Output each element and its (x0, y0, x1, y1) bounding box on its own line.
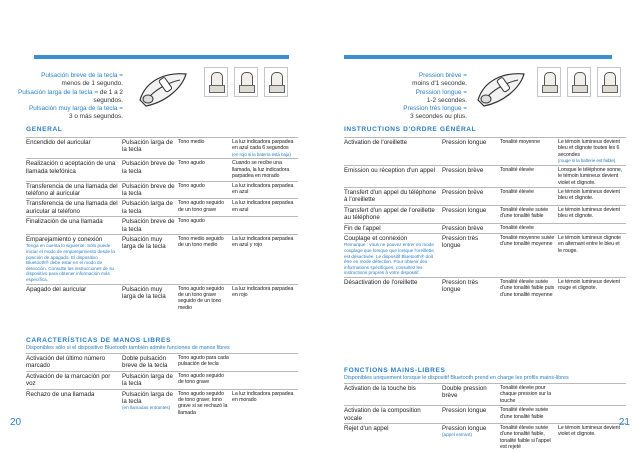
key-press-legend (10, 72, 123, 122)
cell-note: (en rojo si la batería está baja) (232, 151, 291, 157)
cell-text: Le témoin lumineux devient bleu et clignote. (558, 206, 620, 220)
table-cell (232, 284, 298, 312)
table-cell (232, 354, 298, 372)
table-cell (344, 205, 442, 223)
cell-text: Pulsación breve de la tecla (122, 160, 175, 175)
table-cell (500, 424, 558, 452)
cell-text: Tono medio seguido de un tono medio (178, 236, 224, 249)
cell-text: Rejet d'un appel (344, 425, 389, 433)
table-cell (344, 424, 442, 452)
cell-text: Realización o aceptación de una llamada telefónica (26, 160, 116, 175)
cell-text: La luz indicadora parpadea en morado (232, 390, 294, 404)
table-cell (178, 138, 232, 159)
table-cell (26, 199, 122, 217)
cell-text: Tono agudo (178, 160, 205, 167)
section-title-handsfree: FONCTIONS MAINS-LIBRES (344, 367, 446, 374)
cell-text: Pulsación larga de la tecla (122, 390, 173, 406)
table-cell (442, 165, 500, 187)
table-row (26, 354, 298, 372)
handsfree-table (26, 353, 298, 417)
cell-text: Tono agudo (178, 218, 205, 225)
table-row (26, 217, 298, 235)
cell-text: Activación de la marcación por voz (26, 372, 111, 388)
table-cell (442, 138, 500, 166)
table-cell (344, 278, 442, 300)
table-row (26, 199, 298, 217)
cell-text: Pression très longue (442, 235, 479, 250)
cell-text: Transferencia de una llamada del teléfono al auricular (26, 182, 118, 198)
key-press-legend (329, 72, 467, 122)
table-cell (500, 384, 558, 406)
table-cell (500, 278, 558, 300)
table-cell (232, 138, 298, 159)
cell-text: Tonalité élevée suivie d'une tonalité faible, tonalité faible si l'appel est rejeté (500, 425, 551, 451)
table-cell (122, 389, 178, 417)
tip-row: 3 o más segundos. (69, 113, 123, 121)
cell-text: Activation de la composition vocale (344, 407, 421, 422)
table-row (26, 159, 298, 181)
table-row (26, 371, 298, 389)
table-cell (442, 406, 500, 424)
table-row (344, 223, 626, 233)
cell-text: Tono agudo seguido de un tono grave (178, 200, 224, 213)
cell-text: Emparejamiento y conexión (26, 236, 103, 244)
cell-text: Transfert d'un appel de l'oreillette au téléphone (344, 206, 435, 222)
cell-text: Le témoin lumineux clignote en alternant entre le bleu et le rouge. (558, 235, 621, 254)
cell-text: Pulsación larga de la tecla (122, 372, 173, 388)
table-row (26, 284, 298, 312)
press-short-image (204, 67, 228, 97)
cell-text: Rechazo de una llamada (26, 390, 95, 398)
cell-text: Pression longue (442, 139, 487, 146)
cell-text: Pression brève (442, 224, 484, 232)
press-very-long-image (264, 67, 288, 97)
table-cell (122, 138, 178, 159)
table-row (344, 188, 626, 206)
table-cell (232, 371, 298, 389)
cell-text: Lorsque le téléphone sonne, le témoin lumineux devient violet et clignote. (558, 166, 623, 186)
page-left (0, 0, 319, 439)
table-row (26, 138, 298, 159)
table-row (26, 235, 298, 285)
cell-text: Tono medio (178, 139, 205, 145)
cell-text: Tonalité élevée (500, 224, 534, 231)
table-cell (178, 371, 232, 389)
tip-row: moins d'1 seconde. (412, 80, 467, 88)
cell-text: Tonalité élevée suivie d'une tonalité faible (500, 407, 549, 420)
table-cell (122, 371, 178, 389)
table-cell (26, 138, 122, 159)
cell-text: Pression longue (442, 425, 487, 433)
table-cell (500, 205, 558, 223)
cell-text: Pulsación breve de la tecla (122, 218, 175, 233)
cell-note: Remarque : vous ne pouvez entrer en mode couplage que lorsque que lorsque l'oreillette est désactivée. Le dispositif Bluetooth® doit être en mode détection. Pour obtenir des informations spécifiques, consultez les instructions propres à votre dispositif. (344, 242, 434, 276)
cell-text: La luz indicadora parpadea en azul (232, 200, 294, 213)
table-cell (558, 205, 626, 223)
cell-text: Pulsación muy larga de la tecla (122, 236, 166, 251)
tip-row: 3 secondes ou plus. (410, 113, 467, 121)
table-cell (442, 205, 500, 223)
table-cell (26, 235, 122, 285)
table-cell (122, 199, 178, 217)
page-number: 20 (10, 417, 22, 428)
cell-note: (rouge si la batterie est faible). (558, 158, 617, 164)
table-cell (122, 284, 178, 312)
section-subtitle-handsfree: Disponibles sólo si el dispositivo Bluetooth también admite funciones de manos libres (26, 345, 230, 351)
table-cell (558, 188, 626, 206)
table-cell (558, 384, 626, 406)
table-cell (500, 188, 558, 206)
cell-text: Tono agudo seguido de tono grave; tono grave si se rechazó la llamada (178, 390, 228, 416)
table-row (344, 234, 626, 278)
cell-text: Activation de la touche bis (344, 385, 416, 392)
cell-text: Pulsación muy larga de la tecla (122, 285, 166, 301)
tip-row: Pulsación larga de la tecla = de 1 a 2 segundos. (17, 88, 123, 104)
table-row (344, 424, 626, 452)
table-cell (178, 181, 232, 199)
table-cell (442, 188, 500, 206)
table-cell (232, 199, 298, 217)
table-cell (26, 181, 122, 199)
cell-text: Tono agudo seguido de tono grave (178, 372, 224, 386)
cell-text: Tonalité élevée (500, 166, 534, 173)
handsfree-table (344, 383, 626, 452)
press-illustrations (204, 67, 288, 97)
table-cell (122, 159, 178, 181)
table-row (344, 165, 626, 187)
cell-text: Emission ou réception d'un appel (344, 166, 435, 174)
table-cell (26, 354, 122, 372)
table-cell (122, 354, 178, 372)
cell-text: Pression longue (442, 407, 487, 415)
tip-row: Pression longue = (415, 88, 467, 96)
table-cell (178, 199, 232, 217)
tip-row: Pression très longue = (403, 105, 467, 113)
table-cell (500, 234, 558, 278)
table-cell (558, 278, 626, 300)
table-cell (344, 223, 442, 233)
table-cell (442, 424, 500, 452)
general-table (26, 137, 298, 312)
table-cell (26, 284, 122, 312)
cell-text: Tonalité élevée suivie d'une tonalité faible puis d'une tonalité moyenne (500, 279, 555, 298)
cell-text: Cuando se recibe una llamada, la luz indicadora parpadea en morado (232, 160, 290, 180)
tip-row: 1-2 secondes. (426, 96, 467, 104)
table-cell (500, 165, 558, 187)
cell-text: Le témoin lumineux devient violet et clignote. (558, 425, 620, 438)
table-cell (26, 217, 122, 235)
table-cell (558, 165, 626, 187)
cell-text: Le témoin lumineux devient bleu et clignote toutes les 6 secondes (558, 139, 620, 158)
table-row (344, 406, 626, 424)
table-cell (500, 406, 558, 424)
cell-text: Pulsación breve de la tecla (122, 182, 175, 198)
cell-text: Pression longue (442, 206, 487, 214)
cell-text: Double pression brève (442, 385, 487, 400)
header-rule (34, 55, 289, 59)
table-cell (178, 159, 232, 181)
table-cell (344, 165, 442, 187)
press-very-long-image (597, 67, 621, 97)
cell-text: La luz indicadora parpadea en azul y rojo (232, 236, 294, 249)
section-title-general: GENERAL (26, 126, 63, 133)
cell-text: Transferencia de una llamada del auricular al teléfono (26, 200, 118, 215)
cell-note: Tenga en cuenta lo siguiente: Sólo puede iniciar el modo de emparejamiento desde la posición de apagado. El dispositivo Bluetooth® debe estar en el modo de detección. Consulte las instrucciones de su dispositivo para obtener información más específica. (26, 243, 115, 283)
cell-text: Pulsación larga de la tecla (122, 139, 173, 154)
tip-row: menos de 1 segundo. (61, 80, 123, 88)
table-cell (232, 235, 298, 285)
press-short-image (537, 67, 561, 97)
cell-text: Tonalité élevée suivie d'une tonalité faible (500, 206, 549, 220)
table-cell (558, 234, 626, 278)
cell-text: Tonalité élevée pour chaque pression sur la touche (500, 385, 552, 404)
cell-text: Pression brève (442, 189, 484, 197)
table-cell (500, 223, 558, 233)
table-cell (178, 389, 232, 417)
page-number: 21 (618, 417, 630, 428)
cell-text: Tonalité élevée (500, 189, 534, 196)
page-right (319, 0, 638, 451)
table-cell (558, 223, 626, 233)
cell-text: Tonalité moyenne (500, 139, 540, 145)
cell-text: Tono agudo (178, 182, 205, 189)
cell-text: Transfert d'un appel du téléphone à l'oreillette (344, 189, 437, 204)
headset-illustration (136, 66, 190, 108)
table-cell (442, 234, 500, 278)
cell-text: Fin de l'appel (344, 224, 381, 232)
cell-text: La luz indicadora parpadea en rojo (232, 285, 294, 299)
section-subtitle-handsfree: Disponibles uniquement lorsque le dispositif Bluetooth prend en charge les profils mains-libres (344, 375, 569, 381)
table-cell (232, 181, 298, 199)
table-row (344, 384, 626, 406)
tip-row: Pulsación breve de la tecla = (41, 72, 123, 79)
table-cell (178, 235, 232, 285)
table-cell (232, 217, 298, 235)
cell-text: Le témoin lumineux devient rouge et clignote. (558, 279, 620, 292)
cell-note: (en llamadas entrantes) (122, 405, 171, 411)
general-table (344, 137, 626, 299)
table-cell (442, 384, 500, 406)
cell-text: Finalización de una llamada (26, 218, 103, 226)
cell-text: Encendido del auricular (26, 139, 91, 146)
table-cell (178, 284, 232, 312)
cell-text: Apagado del auricular (26, 285, 87, 293)
table-cell (442, 223, 500, 233)
headset-illustration (474, 66, 528, 108)
table-cell (232, 389, 298, 417)
press-long-image (234, 67, 258, 97)
cell-text: Pression brève (442, 166, 484, 174)
cell-text: Pression très longue (442, 279, 479, 294)
table-cell (344, 234, 442, 278)
cell-text: Activación del último número marcado (26, 355, 106, 370)
cell-text: Doble pulsación breve de la tecla (122, 355, 168, 370)
table-cell (344, 384, 442, 406)
table-cell (500, 138, 558, 166)
section-title-handsfree: CARACTERÍSTICAS DE MANOS LIBRES (26, 337, 171, 344)
cell-text: Désactivation de l'oreillette (344, 279, 418, 287)
cell-text: La luz indicadora parpadea en azul (232, 182, 294, 196)
table-cell (26, 371, 122, 389)
table-row (26, 181, 298, 199)
table-cell (344, 188, 442, 206)
table-cell (178, 354, 232, 372)
tip-row: Pression brève = (418, 72, 467, 79)
table-row (26, 389, 298, 417)
header-rule (344, 55, 612, 59)
table-cell (558, 424, 626, 452)
table-cell (26, 159, 122, 181)
table-cell (178, 217, 232, 235)
cell-note: (appel entrant) (442, 432, 472, 438)
table-cell (344, 406, 442, 424)
cell-text: Activation de l'oreillette (344, 139, 408, 146)
press-long-image (567, 67, 591, 97)
cell-text: La luz indicadora parpadea en azul cada 6 segundos (232, 139, 294, 152)
table-cell (122, 181, 178, 199)
section-title-general: INSTRUCTIONS D'ORDRE GÉNÉRAL (344, 126, 477, 133)
table-cell (122, 235, 178, 285)
table-cell (558, 138, 626, 166)
table-cell (344, 138, 442, 166)
table-cell (232, 159, 298, 181)
table-row (344, 205, 626, 223)
table-row (344, 138, 626, 166)
cell-text: Le témoin lumineux devient bleu et clignote. (558, 189, 620, 202)
cell-text: Tono agudo para cada pulsación de tecla (178, 355, 229, 368)
tip-row: Pulsación muy larga de la tecla = (29, 105, 123, 113)
table-cell (558, 406, 626, 424)
table-cell (122, 217, 178, 235)
cell-text: Tono agudo seguido de un tono grave seguido de un tono medio (178, 285, 224, 311)
cell-text: Couplage et connexion (344, 235, 408, 243)
cell-text: Pulsación larga de la tecla (122, 200, 173, 215)
cell-text: Tonalité moyenne suivie d'une tonalité moyenne (500, 235, 555, 248)
press-illustrations (537, 67, 621, 97)
table-row (344, 278, 626, 300)
table-cell (26, 389, 122, 417)
table-cell (442, 278, 500, 300)
